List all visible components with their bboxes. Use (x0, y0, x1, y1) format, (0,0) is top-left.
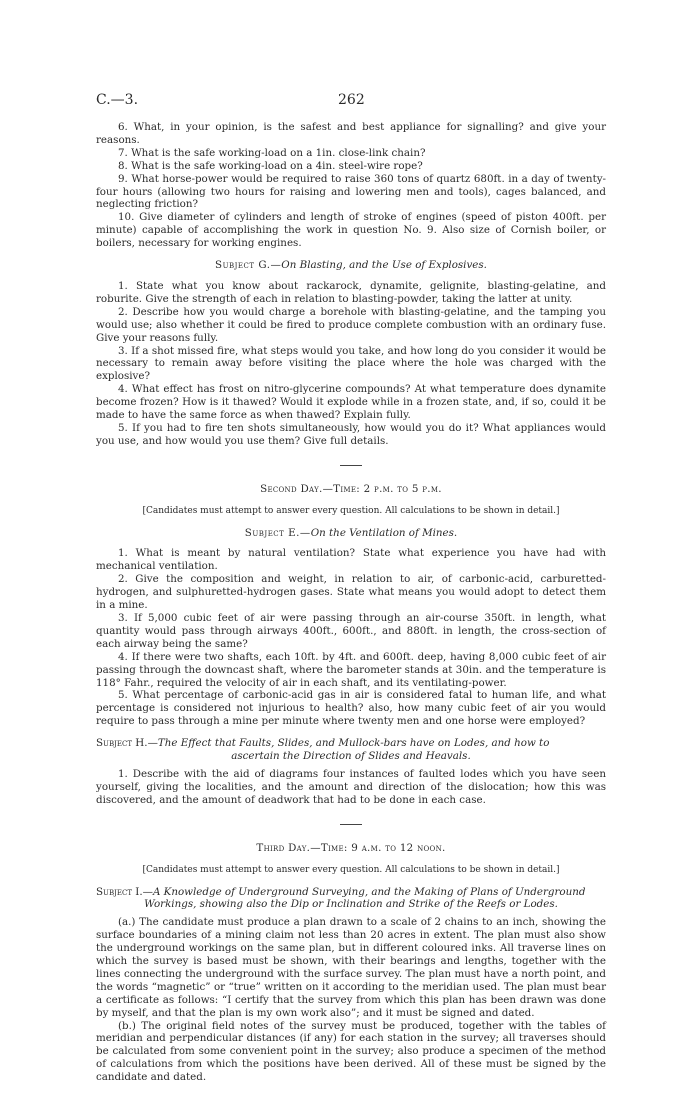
subject-h-question-1: 1. Describe with the aid of diagrams four instances of faulted lodes which you have seen yourself, giving the localities, and the amount and direction of the dislocation; how this was discovered, and the amount of deadwork that had to be done in each case. (96, 767, 606, 806)
subject-e-question-3: 3. If 5,000 cubic feet of air were passing through an air-course 350ft. in length, what quantity would pass through airways 400ft., 600ft., and 880ft. in length, the cross-section of each airway being the same? (96, 612, 606, 650)
subject-e-title: On the Ventilation of Mines. (310, 526, 458, 539)
subject-e-question-5: 5. What percentage of carbonic-acid gas in air is considered fatal to human life, and what percentage is considered not injurious to health? also, how many cubic feet of air you would require to pass through a mine per minute where twenty men and one horse were employed? (96, 689, 606, 728)
subject-e-prefix: Subject E.— (244, 526, 311, 539)
subject-h-title-line-2: ascertain the Direction of Slides and Heavals. (231, 750, 471, 763)
subject-i-title-line-2: Workings, showing also the Dip or Inclination and Strike of the Reefs or Lodes. (144, 898, 558, 911)
subject-h-prefix: Subject H.— (96, 737, 158, 750)
section-divider (340, 824, 362, 825)
third-day-heading: Third Day.—Time: 9 a.m. to 12 noon. (256, 841, 446, 854)
subject-i-part-a: (a.) The candidate must produce a plan drawn to a scale of 2 chains to an inch, showing the surface boundaries of a mining claim not less than 20 acres in extent. The plan must also show the underground workings on the same plan, but in different coloured inks. All traverse lines on which the survey is based must be shown, with their bearings and lengths, together with the lines connecting the underground with the surface survey. The plan must have a north point, and the words “magnetic” or “true” written on it according to the meridian used. The plan must bear a certificate as follows: “I certify that the survey from which this plan has been drawn was done by myself, and that the plan is my own work also”; and it must be signed and dated. (96, 916, 606, 1019)
subject-g-title: On Blasting, and the Use of Explosives. (281, 259, 487, 272)
subject-g-question-5: 5. If you had to fire ten shots simultaneously, how would you do it? What appliances would you use, and how would you use them? Give full details. (96, 421, 606, 447)
question-8: 8. What is the safe working-load on a 4in. steel-wire rope? (118, 159, 423, 172)
page-content (96, 121, 606, 1084)
subject-e-question-4: 4. If there were two shafts, each 10ft. by 4ft. and 600ft. deep, having 8,000 cubic feet of air passing through the downcast shaft, where the barometer stands at 30in. and the temperature is 118° Fahr., required the velocity of air in each shaft, and its ventilating-power. (96, 650, 606, 689)
subject-h-title-line-1: The Effect that Faults, Slides, and Mullock-bars have on Lodes, and how to (157, 737, 550, 750)
third-day-note: [Candidates must attempt to answer every question. All calculations to be shown in detail.] (142, 864, 560, 875)
subject-e-question-1: 1. What is meant by natural ventilation? State what experience you have had with mechanical ventilation. (96, 547, 606, 573)
subject-i-part-b: (b.) The original field notes of the survey must be produced, together with the tables of meridian and perpendicular distances (if any) for each station in the survey; all traverses should be calculated from some convenient point in the survey; also produce a specimen of the method of calculations from which the positions have been derived. All of these must be signed by the candidate and dated. (96, 1019, 606, 1084)
report-code: C.—3. (96, 92, 139, 108)
question-10: 10. Give diameter of cylinders and length of stroke of engines (speed of piston 400ft. per minute) capable of accomplishing the work in question No. 9. Also size of Cornish boiler, or boilers, necessary for working engines. (96, 211, 606, 250)
question-6: 6. What, in your opinion, is the safest and best appliance for signalling? and give your reasons. (96, 121, 606, 146)
subject-i-prefix: Subject I.— (96, 885, 153, 898)
subject-g-question-2: 2. Describe how you would charge a borehole with blasting-gelatine, and the tamping you would use; also whether it could be fired to produce complete combustion with an ordinary fuse. Give your reasons fully. (96, 305, 606, 344)
second-day-heading: Second Day.—Time: 2 p.m. to 5 p.m. (260, 482, 442, 495)
subject-e-heading (96, 527, 606, 540)
page-number: 262 (338, 92, 365, 108)
subject-i-title-line-1: A Knowledge of Underground Surveying, and the Making of Plans of Underground (152, 885, 586, 898)
subject-i-heading (96, 886, 606, 912)
subject-g-heading (96, 259, 606, 272)
subject-e-question-2: 2. Give the composition and weight, in relation to air, of carbonic-acid, carburetted-hydrogen, and sulphuretted-hydrogen gases. State what means you would adopt to detect them in a mine. (96, 573, 606, 612)
section-divider (340, 465, 362, 466)
subject-h-heading (96, 737, 606, 763)
subject-g-question-1: 1. State what you know about rackarock, dynamite, gelignite, blasting-gelatine, and roburite. Give the strength of each in relation to blasting-powder, taking the latter at unity. (96, 279, 606, 305)
page-header (96, 92, 606, 108)
question-7: 7. What is the safe working-load on a 1in. close-link chain? (118, 146, 426, 159)
subject-g-prefix: Subject G.— (215, 259, 282, 272)
subject-g-question-4: 4. What effect has frost on nitro-glycerine compounds? At what temperature does dynamite become frozen? How is it thawed? Would it explode while in a frozen state, and, if so, could it be made to have the same force as when thawed? Explain fully. (96, 383, 606, 422)
second-day-note: [Candidates must attempt to answer every question. All calculations to be shown in detail.] (142, 505, 560, 516)
question-9: 9. What horse-power would be required to raise 360 tons of quartz 680ft. in a day of twenty-four hours (allowing two hours for raising and lowering men and tools), cages balanced, and neglecting friction? (96, 172, 606, 211)
subject-g-question-3: 3. If a shot missed fire, what steps would you take, and how long do you consider it would be necessary to remain away before visiting the place where the hole was charged with the explosive? (96, 344, 606, 383)
